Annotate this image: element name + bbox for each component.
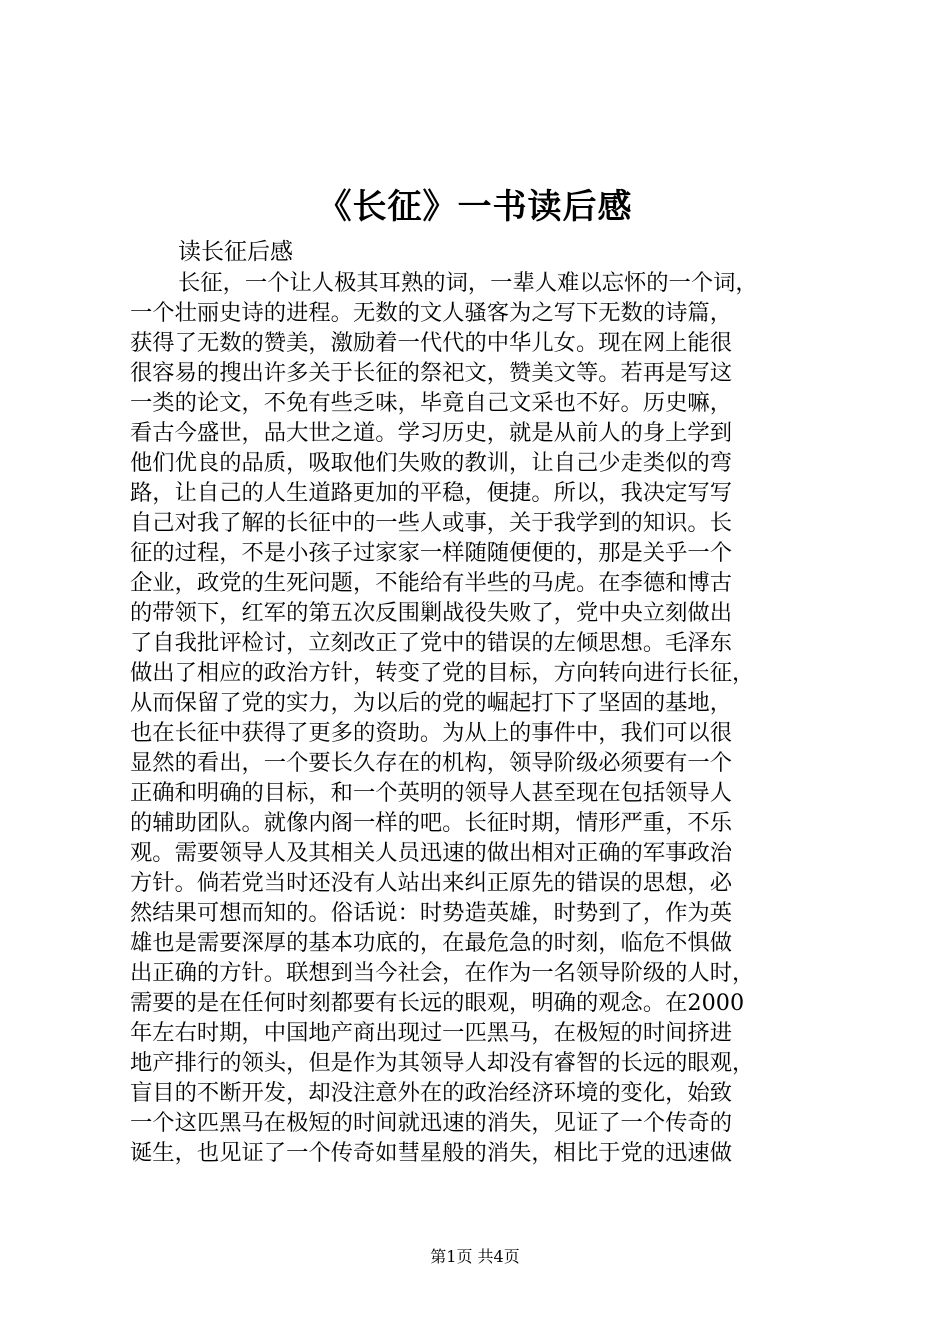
paragraph-line: 方针。倘若党当时还没有人站出来纠正原先的错误的思想，必	[130, 870, 733, 896]
paragraph-line: 的辅助团队。就像内阁一样的吧。长征时期，情形严重，不乐	[130, 810, 733, 836]
paragraph-line: 很容易的搜出许多关于长征的祭祀文，赞美文等。若再是写这	[130, 360, 733, 386]
paragraph-line: 征的过程，不是小孩子过家家一样随随便便的，那是关乎一个	[130, 540, 733, 566]
paragraph-line: 长征，一个让人极其耳熟的词，一辈人难以忘怀的一个词，	[178, 270, 758, 296]
paragraph-line: 一个壮丽史诗的进程。无数的文人骚客为之写下无数的诗篇，	[130, 300, 733, 326]
paragraph-line: 企业，政党的生死问题，不能给有半些的马虎。在李德和博古	[130, 570, 733, 596]
paragraph-line: 雄也是需要深厚的基本功底的，在最危急的时刻，临危不惧做	[130, 930, 733, 956]
page-footer: 第1页 共4页	[430, 1247, 520, 1266]
paragraph-line: 正确和明确的目标，和一个英明的领导人甚至现在包括领导人	[130, 780, 733, 806]
paragraph-line: 显然的看出，一个要长久存在的机构，领导阶级必须要有一个	[130, 750, 733, 776]
paragraph-line: 然结果可想而知的。俗话说：时势造英雄，时势到了，作为英	[130, 900, 733, 926]
body-paragraph	[130, 268, 830, 1168]
paragraph-line: 获得了无数的赞美，激励着一代代的中华儿女。现在网上能很	[130, 330, 733, 356]
paragraph-line: 需要的是在任何时刻都要有长远的眼观，明确的观念。在2000	[130, 990, 745, 1016]
paragraph-line: 从而保留了党的实力，为以后的党的崛起打下了坚固的基地，	[130, 690, 733, 716]
paragraph-line: 一个这匹黑马在极短的时间就迅速的消失，见证了一个传奇的	[130, 1110, 733, 1136]
paragraph-line: 了自我批评检讨，立刻改正了党中的错误的左倾思想。毛泽东	[130, 630, 733, 656]
paragraph-line: 自己对我了解的长征中的一些人或事，关于我学到的知识。长	[130, 510, 733, 536]
paragraph-line: 看古今盛世，品大世之道。学习历史，就是从前人的身上学到	[130, 420, 733, 446]
document-title: 《长征》一书读后感	[317, 187, 633, 227]
document-subtitle: 读长征后感	[178, 239, 293, 265]
paragraph-line: 路，让自己的人生道路更加的平稳，便捷。所以，我决定写写	[130, 480, 733, 506]
paragraph-line: 一类的论文，不免有些乏味，毕竟自己文采也不好。历史嘛，	[130, 390, 733, 416]
paragraph-line: 他们优良的品质，吸取他们失败的教训，让自己少走类似的弯	[130, 450, 733, 476]
paragraph-line: 做出了相应的政治方针，转变了党的目标，方向转向进行长征，	[130, 660, 755, 686]
paragraph-line: 盲目的不断开发，却没注意外在的政治经济环境的变化，始致	[130, 1080, 733, 1106]
paragraph-line: 也在长征中获得了更多的资助。为从上的事件中，我们可以很	[130, 720, 733, 746]
paragraph-line: 诞生，也见证了一个传奇如彗星般的消失，相比于党的迅速做	[130, 1140, 733, 1166]
paragraph-line: 的带领下，红军的第五次反围剿战役失败了，党中央立刻做出	[130, 600, 733, 626]
paragraph-line: 年左右时期，中国地产商出现过一匹黑马，在极短的时间挤进	[130, 1020, 733, 1046]
paragraph-line: 地产排行的领头，但是作为其领导人却没有睿智的长远的眼观，	[130, 1050, 755, 1076]
paragraph-line: 出正确的方针。联想到当今社会，在作为一名领导阶级的人时，	[130, 960, 755, 986]
paragraph-line: 观。需要领导人及其相关人员迅速的做出相对正确的军事政治	[130, 840, 733, 866]
